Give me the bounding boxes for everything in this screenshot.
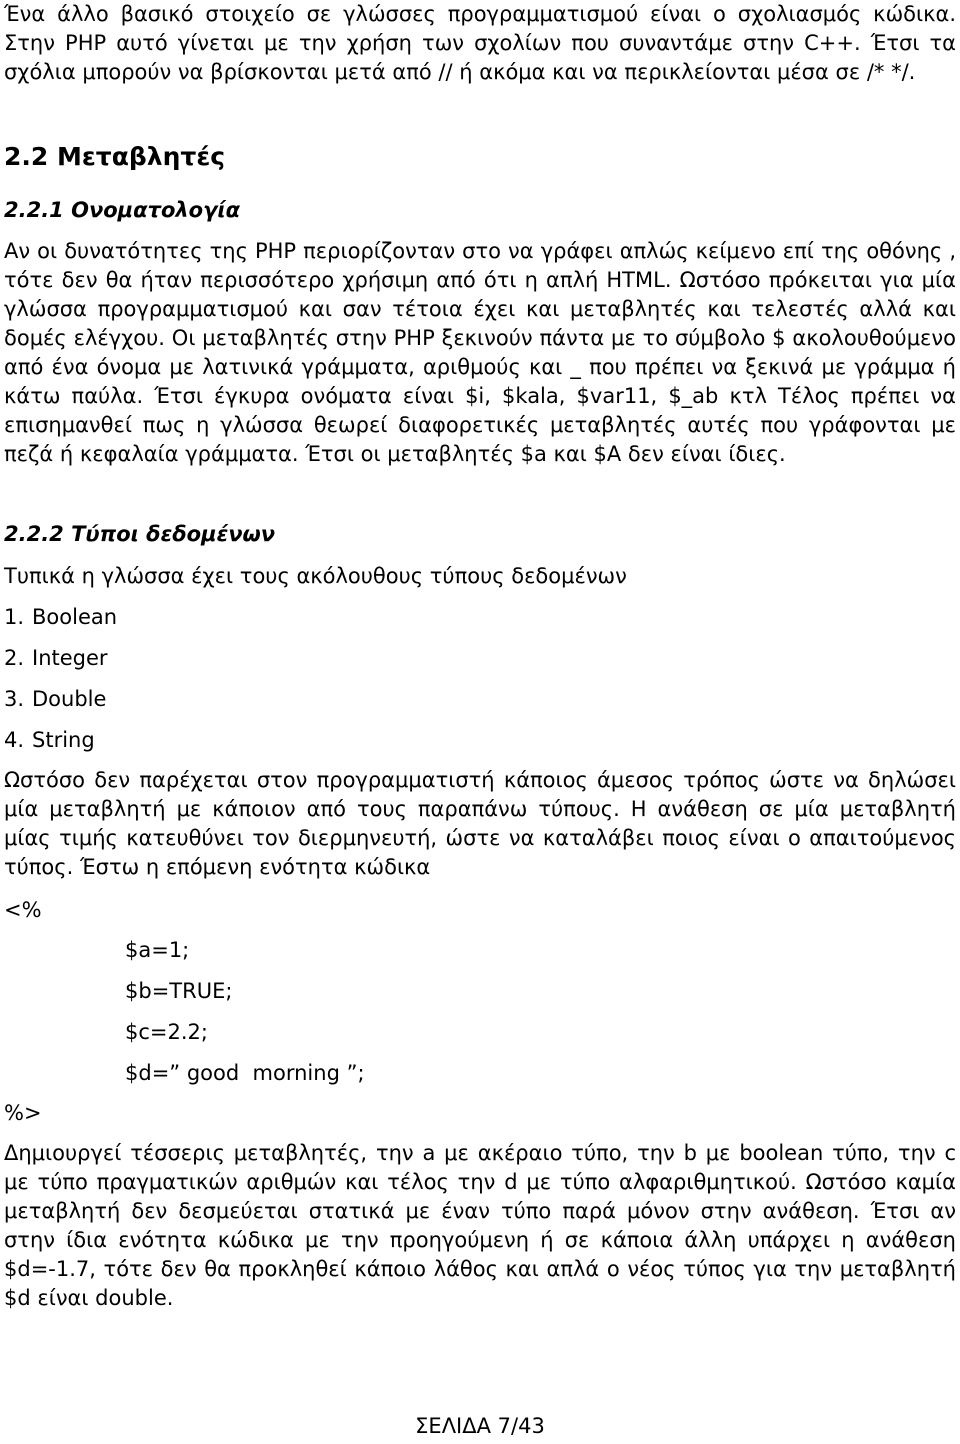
- list-item-number: 1.: [4, 605, 25, 629]
- code-line: $d=” good morning ”;: [125, 1061, 365, 1085]
- subsection-title-data-types: 2.2.2 Τύποι δεδομένων: [4, 522, 276, 546]
- code-block: [125, 936, 365, 1100]
- document-page: [4, 0, 956, 1444]
- subsection-title-naming: 2.2.1 Ονοματολογία: [4, 198, 241, 222]
- data-types-list: [4, 603, 117, 767]
- data-types-intro: Τυπικά η γλώσσα έχει τους ακόλουθους τύπους δεδομένων: [4, 564, 627, 588]
- list-item: [4, 603, 117, 644]
- list-item-label: Integer: [32, 646, 108, 670]
- section-title: 2.2 Μεταβλητές: [4, 142, 226, 171]
- after-code-paragraph: Δημιουργεί τέσσερις μεταβλητές, την a με ακέραιο τύπο, την b με boolean τύπο, την c με τύπο πραγματικών αριθμών και τέλος την d με τύπο αλφαριθμητικού. Ωστόσο καμία μεταβλητή δεν δεσμεύεται στατικά με έναν τύπο παρά μόνον στην ανάθεση. Έτσι αν στην ίδια ενότητα κώδικα με την προηγούμενη ή σε κάποια άλλη υπάρχει η ανάθεση $d=-1.7, τότε δεν θα προκληθεί κάποιο λάθος και απλά ο νέος τύπος για την μεταβλητή $d είναι double.: [4, 1141, 956, 1310]
- list-item-number: 2.: [4, 646, 25, 670]
- code-line: $c=2.2;: [125, 1020, 208, 1044]
- list-item: [4, 726, 117, 767]
- list-item-label: String: [32, 728, 95, 752]
- code-close-tag: %>: [4, 1101, 42, 1125]
- intro-paragraph: Ένα άλλο βασικό στοιχείο σε γλώσσες προγραμματισμού είναι ο σχολιασμός κώδικα. Στην PHP αυτό γίνεται με την χρήση των σχολίων που συναντάμε στην C++. Έτσι τα σχόλια μπορούν να βρίσκονται μετά από // ή ακόμα και να περικλείονται μέσα σε /* */.: [4, 2, 956, 84]
- list-item-number: 4.: [4, 728, 25, 752]
- list-item-label: Double: [32, 687, 107, 711]
- code-line: $a=1;: [125, 938, 190, 962]
- list-item: [4, 644, 117, 685]
- code-open-tag: <%: [4, 898, 42, 922]
- code-line: $b=TRUE;: [125, 979, 233, 1003]
- page-number-footer: ΣΕΛΙΔΑ 7/43: [415, 1414, 545, 1438]
- list-item-label: Boolean: [32, 605, 118, 629]
- naming-paragraph: Αν οι δυνατότητες της PHP περιορίζονταν στο να γράφει απλώς κείμενο επί της οθόνης , τότε δεν θα ήταν περισσότερο χρήσιμη από ότι η απλή HTML. Ωστόσο πρόκειται για μία γλώσσα προγραμματισμού και σαν τέτοια έχει και μεταβλητές και τελεστές αλλά και δομές ελέγχου. Οι μεταβλητές στην PHP ξεκινούν πάντα με το σύμβολο $ ακολουθούμενο από ένα όνομα με λατινικά γράμματα, αριθμούς και _ που πρέπει να ξεκινά με γράμμα ή κάτω παύλα. Έτσι έγκυρα ονόματα είναι $i, $kala, $var11, $_ab κτλ Τέλος πρέπει να επισημανθεί πως η γλώσσα θεωρεί διαφορετικές μεταβλητές αυτές που γράφονται με πεζά ή κεφαλαία γράμματα. Έτσι οι μεταβλητές $a και $A δεν είναι ίδιες.: [4, 239, 956, 466]
- list-item: [4, 685, 117, 726]
- data-types-paragraph: Ωστόσο δεν παρέχεται στον προγραμματιστή κάποιος άμεσος τρόπος ώστε να δηλώσει μία μεταβλητή με κάποιον από τους παραπάνω τύπους. Η ανάθεση σε μία μεταβλητή μίας τιμής κατευθύνει τον διερμηνευτή, ώστε να καταλάβει ποιος είναι ο απαιτούμενος τύπος. Έστω η επόμενη ενότητα κώδικα: [4, 768, 956, 879]
- list-item-number: 3.: [4, 687, 25, 711]
